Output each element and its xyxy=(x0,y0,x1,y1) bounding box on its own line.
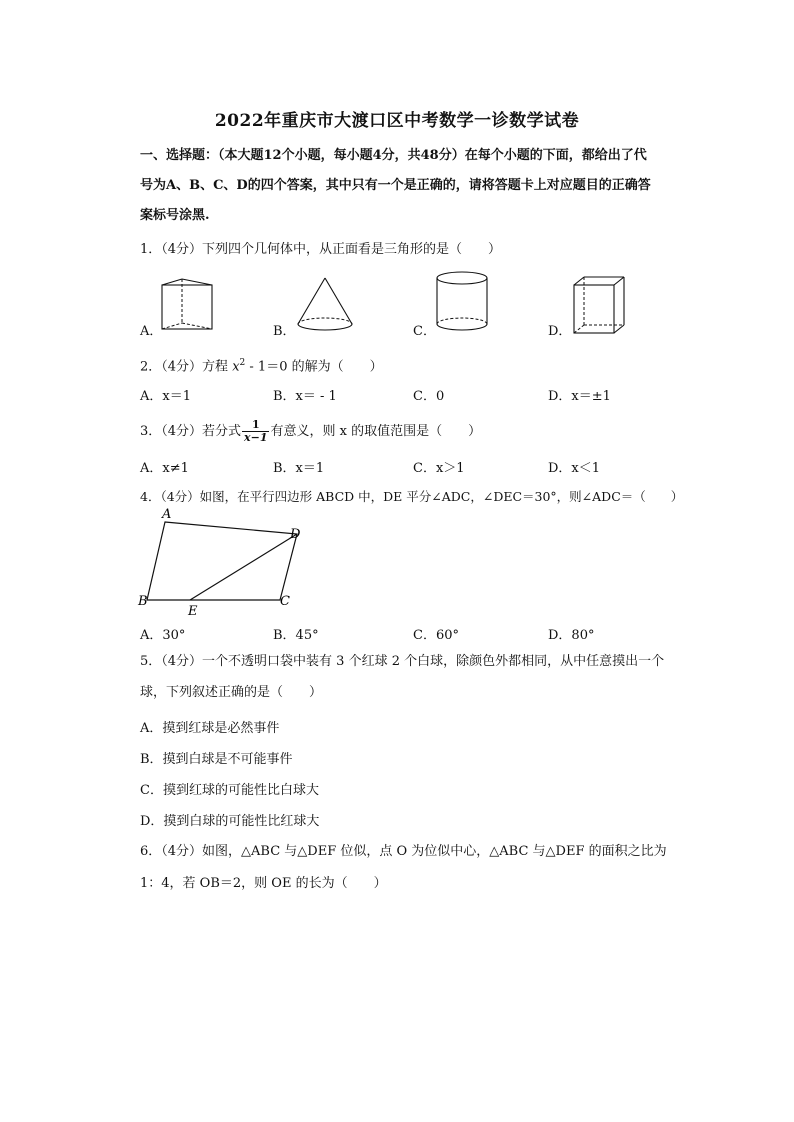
section-instruction-line3: 案标号涂黑. xyxy=(140,208,210,223)
question-5-stem-line2: 球，下列叙述正确的是（ ） xyxy=(140,685,323,700)
section-instruction-line2: 号为A、B、C、D的四个答案，其中只有一个是正确的，请将答题卡上对应题目的正确答 xyxy=(140,178,651,193)
question-2-option-d[interactable]: D．x＝±1 xyxy=(548,389,611,404)
question-1-option-d[interactable]: D． xyxy=(548,324,572,339)
question-4-option-a[interactable]: A．30° xyxy=(140,628,186,643)
question-2-stem-suffix: - 1＝0 的解为（ ） xyxy=(245,359,383,375)
vertex-label-a: A xyxy=(162,507,172,522)
question-3-stem xyxy=(140,417,680,447)
question-1-stem: 1．（4分）下列四个几何体中，从正面看是三角形的是（ ） xyxy=(140,242,502,257)
question-6-stem-line2: 1：4，若 OB＝2，则 OE 的长为（ ） xyxy=(140,876,387,891)
question-2-option-c[interactable]: C．0 xyxy=(413,389,445,404)
question-3-option-c[interactable]: C．x＞1 xyxy=(413,461,465,476)
parallelogram-figure xyxy=(135,507,315,620)
question-4-options xyxy=(140,624,680,646)
vertex-label-d: D xyxy=(290,527,301,542)
question-6-stem-line1: 6．（4分）如图，△ABC 与△DEF 位似，点 O 为位似中心，△ABC 与△DEF 的面积之比为 xyxy=(140,844,667,859)
question-4-option-c[interactable]: C．60° xyxy=(413,628,459,643)
question-3-option-a[interactable]: A．x≠1 xyxy=(140,461,189,476)
question-3-frac-den: x−1 xyxy=(244,431,268,444)
question-3-fraction xyxy=(242,419,269,444)
vertex-label-c: C xyxy=(280,594,290,609)
question-5-option-b[interactable]: B．摸到白球是不可能事件 xyxy=(140,752,293,767)
question-5-stem-line1: 5．（4分）一个不透明口袋中装有 3 个红球 2 个白球，除颜色外都相同，从中任意摸出一个 xyxy=(140,654,665,669)
question-3-option-b[interactable]: B．x＝1 xyxy=(273,461,325,476)
vertex-label-b: B xyxy=(138,594,148,609)
exam-title: 2022年重庆市大渡口区中考数学一诊数学试卷 xyxy=(214,111,580,131)
question-3-stem-prefix: 3．（4分）若分式 xyxy=(140,424,242,439)
question-4-option-d[interactable]: D．80° xyxy=(548,628,595,643)
question-1-option-b[interactable]: B． xyxy=(273,324,296,339)
question-1-options xyxy=(140,320,680,342)
question-2-options xyxy=(140,385,680,407)
question-4-option-b[interactable]: B．45° xyxy=(273,628,319,643)
section-instruction-line1: 一、选择题：（本大题12个小题，每小题4分，共48分）在每个小题的下面，都给出了代 xyxy=(140,148,647,163)
question-2-stem-prefix: 2．（4分）方程 xyxy=(140,359,233,375)
question-4-stem: 4．（4分）如图，在平行四边形 ABCD 中，DE 平分∠ADC，∠DEC＝30°，则∠ADC＝（ ） xyxy=(140,489,684,504)
question-2-option-b[interactable]: B．x＝ - 1 xyxy=(273,389,337,404)
question-1-option-c[interactable]: C． xyxy=(413,324,436,339)
question-2-stem xyxy=(140,348,680,382)
question-1-option-a[interactable]: A． xyxy=(140,324,163,339)
question-2-sup: 2 xyxy=(239,358,246,368)
vertex-label-e: E xyxy=(188,604,198,619)
question-5-option-c[interactable]: C．摸到红球的可能性比白球大 xyxy=(140,783,319,798)
question-2-var: x xyxy=(232,359,240,375)
question-2-option-a[interactable]: A．x＝1 xyxy=(140,389,191,404)
question-3-frac-num: 1 xyxy=(242,419,269,432)
question-3-stem-suffix: 有意义，则 x 的取值范围是（ ） xyxy=(270,424,482,439)
question-3-option-d[interactable]: D．x＜1 xyxy=(548,461,601,476)
question-3-options xyxy=(140,457,680,479)
question-5-option-d[interactable]: D．摸到白球的可能性比红球大 xyxy=(140,814,320,829)
question-5-option-a[interactable]: A．摸到红球是必然事件 xyxy=(140,721,280,736)
